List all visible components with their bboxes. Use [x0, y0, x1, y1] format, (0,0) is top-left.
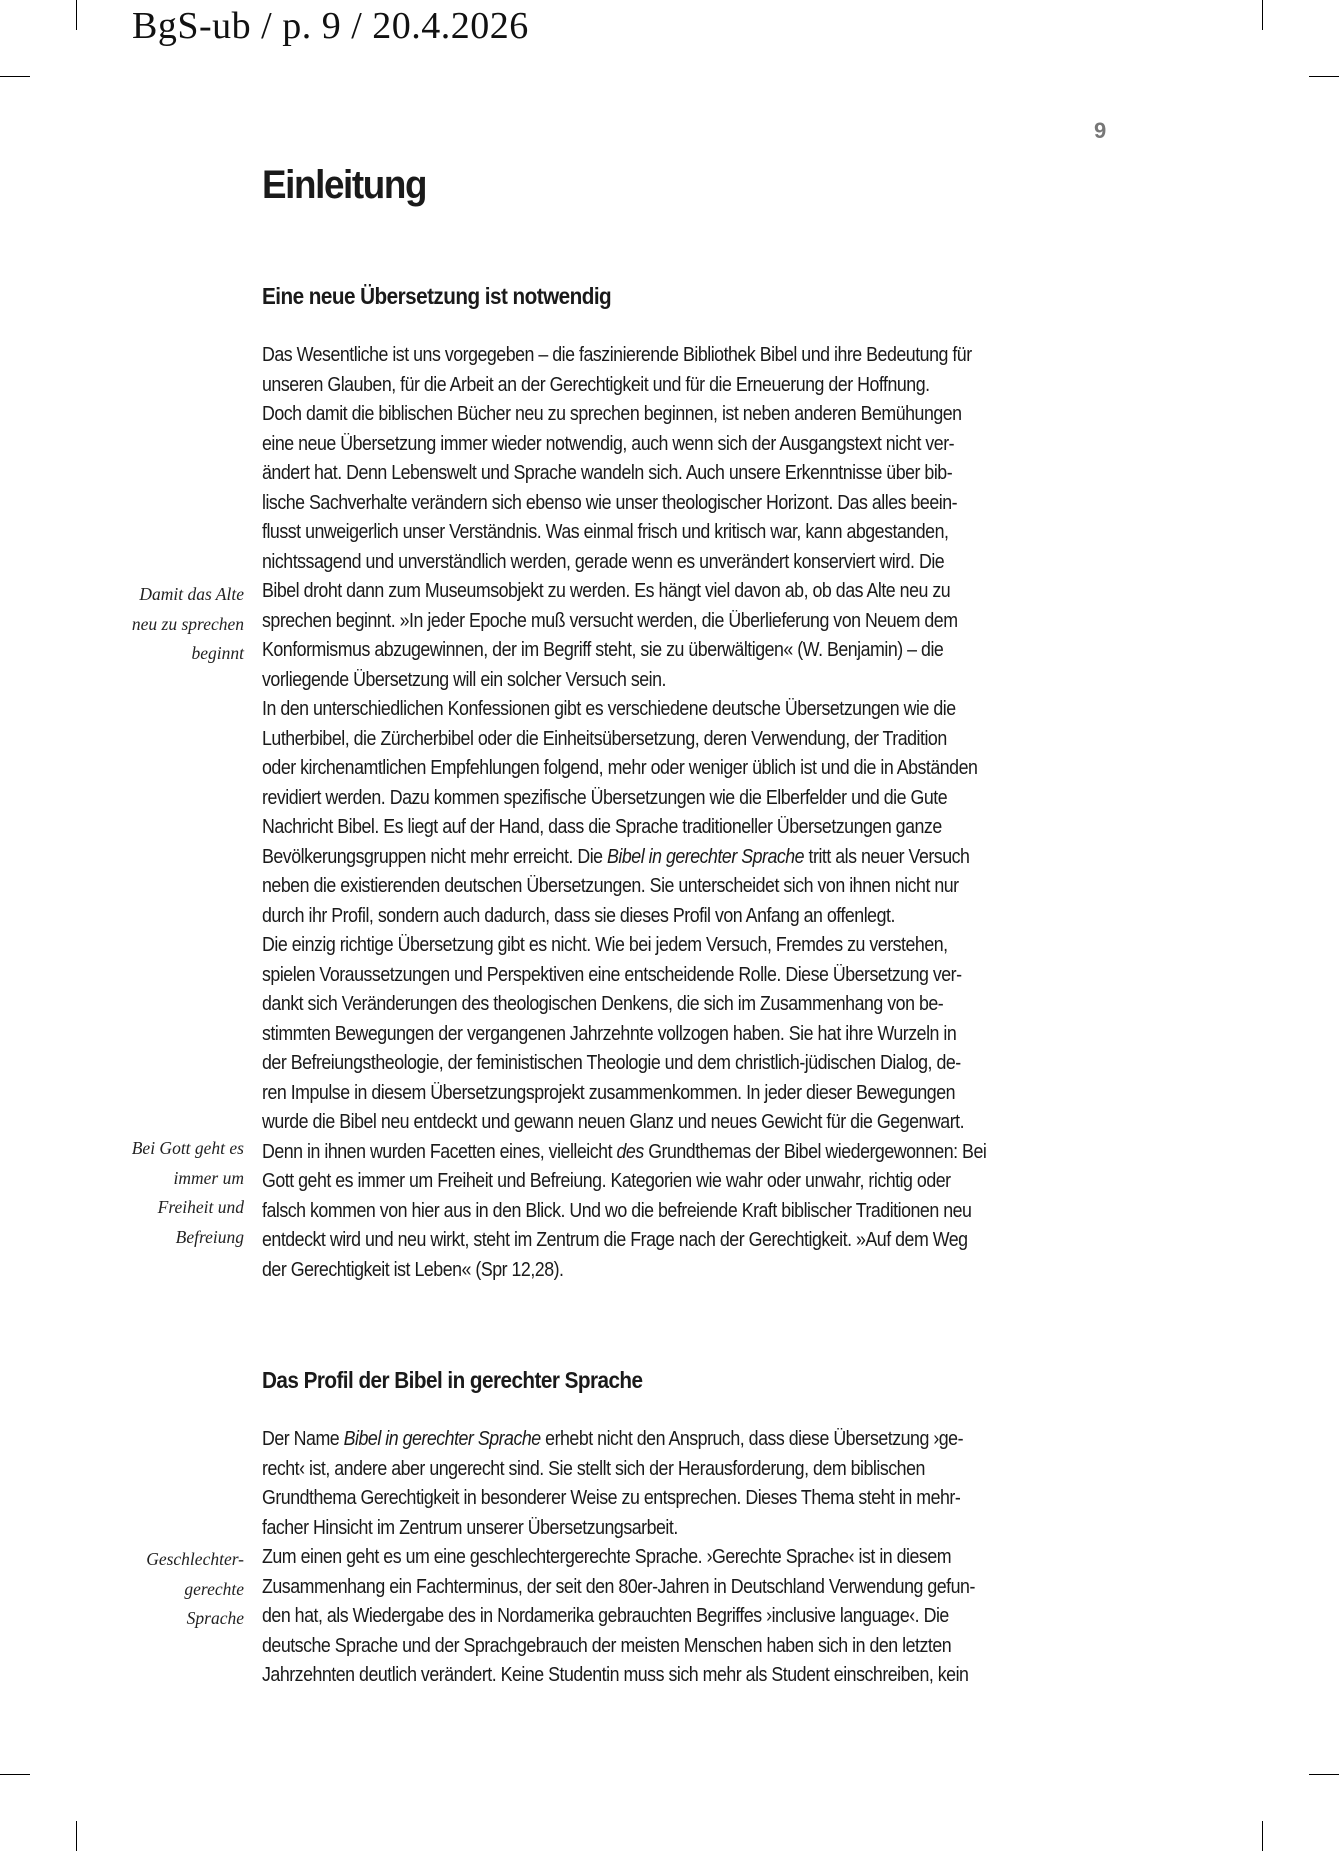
body-text-line: Bevölkerungsgruppen nicht mehr erreicht. Die Bibel in gerechter Sprache tritt als neuer Versuch [262, 845, 970, 868]
margin-note-1 [132, 580, 244, 669]
body-text-line: Konformismus abzugewinnen, der im Begriff steht, sie zu überwältigen« (W. Benjamin) – die [262, 639, 944, 661]
body-text-line: Denn in ihnen wurden Facetten eines, vielleicht des Grundthemas der Bibel wiedergewonnen: Bei [262, 1140, 987, 1163]
body-text-line: Gott geht es immer um Freiheit und Befreiung. Kategorien wie wahr oder unwahr, richtig oder [262, 1170, 951, 1192]
body-text-line: entdeckt wird und neu wirkt, steht im Zentrum die Frage nach der Gerechtigkeit. »Auf dem Weg [262, 1229, 968, 1251]
margin-note-line: Damit das Alte [139, 584, 244, 604]
body-text-line: facher Hinsicht im Zentrum unserer Übersetzungsarbeit. [262, 1516, 678, 1539]
body-text-line: der Befreiungstheologie, der feministischen Theologie und dem christlich-jüdischen Dialog, de- [262, 1052, 961, 1074]
body-text-line: In den unterschiedlichen Konfessionen gibt es verschiedene deutsche Übersetzungen wie die [262, 698, 956, 720]
body-text-line: vorliegende Übersetzung will ein solcher Versuch sein. [262, 668, 666, 691]
body-text-line: wurde die Bibel neu entdeckt und gewann neuen Glanz und neues Gewicht für die Gegenwart. [262, 1111, 965, 1133]
body-text-line: flusst unweigerlich unser Verständnis. Was einmal frisch und kritisch war, kann abgestanden, [262, 521, 949, 543]
body-text-line: falsch kommen von hier aus in den Blick. Und wo die befreiende Kraft biblischer Traditionen neu [262, 1199, 972, 1222]
section-heading-2: Das Profil der Bibel in gerechter Sprache [262, 1367, 643, 1393]
body-text-line: eine neue Übersetzung immer wieder notwendig, auch wenn sich der Ausgangstext nicht ver- [262, 432, 955, 455]
margin-note-3 [146, 1545, 244, 1634]
crop-mark-bottom-left-vertical [76, 1821, 77, 1851]
body-text-line: den hat, als Wiedergabe des in Nordamerika gebrauchten Begriffes ›inclusive language‹. Die [262, 1605, 949, 1627]
body-text-line: sprechen beginnt. »In jeder Epoche muß versucht werden, die Überlieferung von Neuem dem [262, 609, 958, 632]
chapter-title: Einleitung [262, 163, 427, 207]
margin-note-line: Freiheit und [157, 1197, 244, 1217]
margin-note-line: Befreiung [175, 1226, 244, 1247]
body-text-line: Zusammenhang ein Fachterminus, der seit den 80er-Jahren in Deutschland Verwendung gefun- [262, 1575, 975, 1598]
body-text-line: unseren Glauben, für die Arbeit an der Gerechtigkeit und für die Erneuerung der Hoffnung. [262, 373, 930, 396]
margin-note-line: immer um [173, 1167, 244, 1188]
body-text-line: ren Impulse in diesem Übersetzungsprojekt zusammenkommen. In jeder dieser Bewegungen [262, 1081, 956, 1104]
body-text-line: stimmten Bewegungen der vergangenen Jahrzehnte vollzogen haben. Sie hat ihre Wurzeln in [262, 1022, 957, 1045]
section-body-1 [262, 341, 1114, 1285]
body-text-line: Grundthema Gerechtigkeit in besonderer Weise zu entsprechen. Dieses Thema steht in mehr- [262, 1487, 961, 1509]
body-text-line: Der Name Bibel in gerechter Sprache erhebt nicht den Anspruch, dass diese Übersetzung ›ge- [262, 1428, 964, 1450]
body-text-line: Doch damit die biblischen Bücher neu zu sprechen beginnen, ist neben anderen Bemühungen [262, 403, 962, 425]
body-text-line: Lutherbibel, die Zürcherbibel oder die Einheitsübersetzung, deren Verwendung, der Tradition [262, 727, 947, 750]
page-number: 9 [1094, 118, 1107, 143]
body-text-line: nichtssagend und unverständlich werden, gerade wenn es unverändert konserviert wird. Die [262, 550, 945, 573]
crop-mark-bottom-left-horizontal [0, 1774, 30, 1775]
crop-mark-top-right-horizontal [1309, 76, 1339, 77]
body-text-line: deutsche Sprache und der Sprachgebrauch der meisten Menschen haben sich in den letzten [262, 1634, 952, 1657]
body-text-line: oder kirchenamtlichen Empfehlungen folgend, mehr oder weniger üblich ist und die in Abständen [262, 757, 978, 779]
body-text-line: Jahrzehnten deutlich verändert. Keine Studentin muss sich mehr als Student einschreiben, kein [262, 1664, 969, 1686]
margin-note-line: Geschlechter- [146, 1549, 244, 1569]
body-text-line: revidiert werden. Dazu kommen spezifische Übersetzungen wie die Elberfelder und die Gute [262, 786, 948, 809]
margin-note-line: neu zu sprechen [131, 613, 244, 634]
body-text-line: der Gerechtigkeit ist Leben« (Spr 12,28). [262, 1258, 564, 1281]
print-header-label: BgS-ub / p. 9 / 20.4.2026 [132, 5, 529, 47]
body-text-line: durch ihr Profil, sondern auch dadurch, dass sie dieses Profil von Anfang an offenlegt. [262, 904, 895, 927]
margin-note-line: beginnt [191, 643, 244, 663]
section-body-2 [262, 1425, 1114, 1691]
body-text-line: recht‹ ist, andere aber ungerecht sind. Sie stellt sich der Herausforderung, dem biblischen [262, 1457, 925, 1480]
crop-mark-bottom-right-horizontal [1309, 1774, 1339, 1775]
body-text-line: Nachricht Bibel. Es liegt auf der Hand, dass die Sprache traditioneller Übersetzungen ganze [262, 816, 942, 838]
body-text-line: ändert hat. Denn Lebenswelt und Sprache wandeln sich. Auch unsere Erkenntnisse über bib- [262, 462, 953, 484]
body-text-line: Bibel droht dann zum Museumsobjekt zu werden. Es hängt viel davon ab, ob das Alte neu zu [262, 580, 951, 602]
body-text-line: Zum einen geht es um eine geschlechtergerechte Sprache. ›Gerechte Sprache‹ ist in diesem [262, 1546, 952, 1568]
crop-mark-top-left-vertical [76, 0, 77, 30]
crop-mark-top-right-vertical [1262, 0, 1263, 30]
margin-note-line: gerechte [184, 1578, 244, 1599]
body-text-line: neben die existierenden deutschen Übersetzungen. Sie unterscheidet sich von ihnen nicht nur [262, 875, 959, 897]
body-text-line: Das Wesentliche ist uns vorgegeben – die faszinierende Bibliothek Bibel und ihre Bedeutung für [262, 344, 972, 366]
crop-mark-top-left-horizontal [0, 76, 30, 77]
section-heading-1: Eine neue Übersetzung ist notwendig [262, 283, 612, 309]
body-text-line: spielen Voraussetzungen und Perspektiven eine entscheidende Rolle. Diese Übersetzung ver- [262, 963, 962, 986]
margin-note-line: Sprache [186, 1608, 244, 1628]
margin-note-2 [132, 1134, 244, 1252]
body-text-line: lische Sachverhalte verändern sich ebenso wie unser theologischer Horizont. Das alles beein- [262, 491, 958, 514]
body-text-line: Die einzig richtige Übersetzung gibt es nicht. Wie bei jedem Versuch, Fremdes zu verstehen, [262, 934, 948, 956]
margin-note-line: Bei Gott geht es [131, 1138, 244, 1158]
body-text-line: dankt sich Veränderungen des theologischen Denkens, die sich im Zusammenhang von be- [262, 993, 944, 1015]
crop-mark-bottom-right-vertical [1262, 1821, 1263, 1851]
